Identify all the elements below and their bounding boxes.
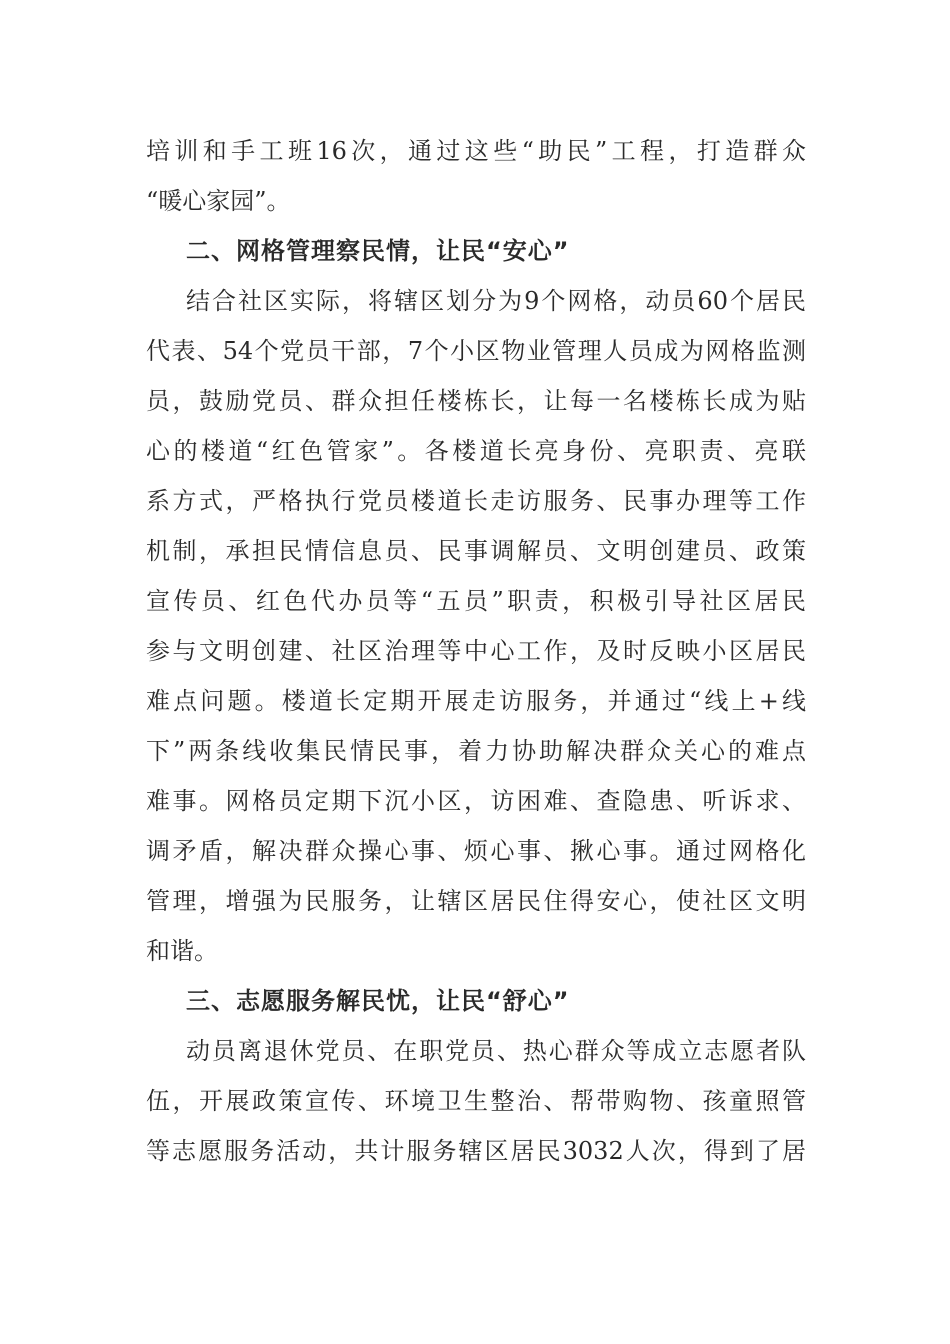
text-line: 结合社区实际，将辖区划分为9个网格，动员60个居民 <box>186 287 806 315</box>
text-line: 心的楼道“红色管家”。各楼道长亮身份、亮职责、亮联 <box>146 437 806 465</box>
text-line: 培训和手工班16次，通过这些“助民”工程，打造群众 <box>146 137 806 165</box>
text-line: 动员离退休党员、在职党员、热心群众等成立志愿者队 <box>186 1037 806 1065</box>
text-line: 员，鼓励党员、群众担任楼栋长，让每一名楼栋长成为贴 <box>146 387 806 415</box>
text-line: 难事。网格员定期下沉小区，访困难、查隐患、听诉求、 <box>146 787 806 815</box>
document-body <box>146 126 806 1176</box>
text-line: 系方式，严格执行党员楼道长走访服务、民事办理等工作 <box>146 487 806 515</box>
text-line: 宣传员、红色代办员等“五员”职责，积极引导社区居民 <box>146 587 806 615</box>
text-line: 和谐。 <box>146 937 218 965</box>
section-heading-grid-management: 二、网格管理察民情，让民“安心” <box>186 237 570 265</box>
text-line: 伍，开展政策宣传、环境卫生整治、帮带购物、孩童照管 <box>146 1087 806 1115</box>
text-line: 调矛盾，解决群众操心事、烦心事、揪心事。通过网格化 <box>146 837 806 865</box>
text-line: 机制，承担民情信息员、民事调解员、文明创建员、政策 <box>146 537 806 565</box>
text-line: 参与文明创建、社区治理等中心工作，及时反映小区居民 <box>146 637 806 665</box>
text-line: “暖心家园”。 <box>146 187 291 215</box>
paragraph-grid-management <box>146 276 806 976</box>
section-heading-volunteer-service: 三、志愿服务解民忧，让民“舒心” <box>186 987 570 1015</box>
text-line: 下”两条线收集民情民事，着力协助解决群众关心的难点 <box>146 737 806 765</box>
text-line: 代表、54个党员干部，7个小区物业管理人员成为网格监测 <box>146 337 806 365</box>
paragraph-training-summary <box>146 126 806 226</box>
paragraph-volunteer-service <box>146 1026 806 1176</box>
text-line: 等志愿服务活动，共计服务辖区居民3032人次，得到了居 <box>146 1137 806 1165</box>
text-line: 难点问题。楼道长定期开展走访服务，并通过“线上+线 <box>146 687 806 715</box>
text-line: 管理，增强为民服务，让辖区居民住得安心，使社区文明 <box>146 887 806 915</box>
